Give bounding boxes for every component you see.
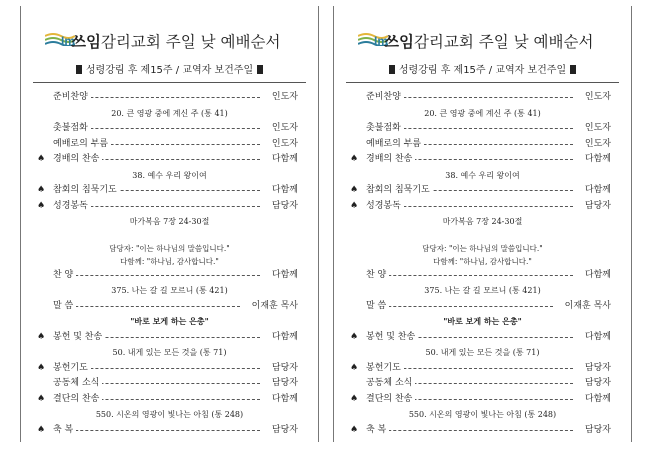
bulletin-page-left bbox=[20, 6, 319, 442]
order-item bbox=[21, 183, 318, 199]
order-item-leader: 다함께 bbox=[269, 392, 298, 408]
hymn-or-scripture-line bbox=[334, 314, 631, 330]
order-item-name: 성경봉독 bbox=[366, 199, 404, 215]
divider bbox=[33, 82, 306, 83]
order-item-name: 공동체 소식 bbox=[53, 376, 102, 392]
responsive-reading-line bbox=[334, 242, 631, 255]
order-item-leader: 다함께 bbox=[582, 183, 611, 199]
order-item-name: 결단의 찬송 bbox=[53, 392, 102, 408]
bulletin-subtitle bbox=[21, 61, 318, 76]
hymn-or-scripture-line bbox=[334, 407, 631, 423]
hymn-or-scripture-line bbox=[21, 314, 318, 330]
dotted-leader bbox=[55, 430, 260, 431]
order-item-leader: 다함께 bbox=[582, 268, 611, 284]
subtitle-text: 성령강림 후 제15주 / 교역자 보건주일 bbox=[85, 65, 254, 76]
bulletin-header bbox=[334, 28, 631, 58]
worship-order-list bbox=[334, 90, 631, 438]
order-item bbox=[21, 199, 318, 215]
center-text: 38. 예수 우리 왕이여 bbox=[445, 170, 520, 180]
order-item bbox=[334, 152, 631, 168]
order-item-name: 경배의 찬송 bbox=[366, 152, 415, 168]
order-item-leader: 인도자 bbox=[269, 90, 298, 106]
order-item-leader: 다함께 bbox=[269, 268, 298, 284]
order-item-leader: 인도자 bbox=[269, 121, 298, 137]
order-item bbox=[21, 330, 318, 346]
order-item bbox=[334, 361, 631, 377]
spade-icon: ♠ bbox=[37, 200, 46, 211]
hymn-or-scripture-line bbox=[21, 407, 318, 423]
order-item bbox=[334, 137, 631, 153]
responsive-reading-line bbox=[21, 242, 318, 255]
spade-icon: ♠ bbox=[350, 154, 359, 164]
order-item bbox=[334, 121, 631, 137]
order-item bbox=[21, 152, 318, 168]
logo-prefix: Im bbox=[61, 34, 76, 48]
hymn-or-scripture-line bbox=[21, 168, 318, 184]
church-brand: 쓰임 bbox=[71, 33, 101, 51]
order-item-name: 말 씀 bbox=[366, 299, 389, 315]
order-item-name: 성경봉독 bbox=[53, 199, 91, 215]
order-item bbox=[334, 423, 631, 439]
order-item bbox=[21, 268, 318, 284]
hymn-or-scripture-line bbox=[334, 283, 631, 299]
order-item-name: 결단의 찬송 bbox=[366, 392, 415, 408]
order-item-name: 봉헌기도 bbox=[366, 361, 404, 377]
order-item bbox=[21, 361, 318, 377]
spade-icon: ♠ bbox=[37, 154, 46, 164]
order-item-leader: 담당자 bbox=[269, 376, 298, 392]
center-text: 담당자: "이는 하나님의 말씀입니다." bbox=[422, 243, 543, 253]
order-item-leader: 인도자 bbox=[582, 137, 611, 153]
bulletin-page-right bbox=[333, 6, 632, 442]
order-item bbox=[334, 330, 631, 346]
center-text: 50. 내게 있는 모든 것을 (통 71) bbox=[112, 348, 227, 357]
order-item bbox=[21, 299, 318, 315]
title-text: 감리교회 주일 낮 예배순서 bbox=[413, 33, 594, 51]
order-item-leader: 다함께 bbox=[269, 183, 298, 199]
square-bullet-icon bbox=[76, 65, 82, 74]
center-text: 담당자: "이는 하나님의 말씀입니다." bbox=[109, 243, 230, 253]
order-item-name: 봉헌 및 찬송 bbox=[53, 330, 105, 346]
dotted-leader bbox=[368, 306, 553, 307]
center-text: 다함께: "하나님, 감사합니다." bbox=[433, 256, 532, 266]
hymn-or-scripture-line bbox=[334, 106, 631, 122]
logo-prefix: Im bbox=[374, 34, 389, 48]
spade-icon: ♠ bbox=[350, 200, 359, 211]
square-bullet-icon bbox=[570, 65, 576, 74]
order-item-leader: 다함께 bbox=[582, 330, 611, 346]
spade-icon: ♠ bbox=[37, 362, 46, 373]
hymn-or-scripture-line bbox=[21, 214, 318, 230]
order-item-name: 예배로의 부름 bbox=[366, 137, 424, 153]
order-item bbox=[334, 268, 631, 284]
hymn-or-scripture-line bbox=[21, 345, 318, 361]
order-item bbox=[21, 137, 318, 153]
spade-icon: ♠ bbox=[350, 185, 359, 195]
spade-icon: ♠ bbox=[350, 331, 359, 342]
order-item bbox=[21, 121, 318, 137]
order-item bbox=[21, 392, 318, 408]
hymn-or-scripture-line bbox=[334, 168, 631, 184]
order-item bbox=[334, 376, 631, 392]
bulletin-title bbox=[384, 30, 593, 52]
dotted-leader bbox=[368, 430, 573, 431]
center-text: 38. 예수 우리 왕이여 bbox=[132, 170, 207, 180]
order-item-name: 참회의 침묵기도 bbox=[53, 183, 120, 199]
center-text: "바로 보게 하는 은총" bbox=[443, 316, 522, 326]
order-item-leader: 담당자 bbox=[269, 361, 298, 377]
order-item-name: 찬 양 bbox=[366, 268, 389, 284]
center-text: 마가복음 7장 24-30절 bbox=[129, 217, 210, 226]
order-item-leader: 담당자 bbox=[269, 199, 298, 215]
responsive-reading-line bbox=[334, 255, 631, 268]
dotted-leader bbox=[55, 306, 240, 307]
order-item bbox=[334, 392, 631, 408]
order-item-leader: 이재훈 목사 bbox=[562, 299, 611, 315]
spade-icon: ♠ bbox=[37, 331, 46, 342]
bulletin-title bbox=[71, 30, 280, 52]
subtitle-text: 성령강림 후 제15주 / 교역자 보건주일 bbox=[398, 65, 567, 76]
divider bbox=[346, 82, 619, 83]
center-text: 마가복음 7장 24-30절 bbox=[442, 217, 523, 226]
order-item-name: 공동체 소식 bbox=[366, 376, 415, 392]
order-item-name: 준비찬양 bbox=[366, 90, 404, 106]
center-text: 375. 나는 갈 길 모르니 (통 421) bbox=[111, 286, 228, 295]
center-text: 550. 시온의 영광이 빛나는 아침 (통 248) bbox=[95, 410, 244, 419]
center-text: 550. 시온의 영광이 빛나는 아침 (통 248) bbox=[408, 410, 557, 419]
dotted-leader bbox=[55, 275, 260, 276]
spade-icon: ♠ bbox=[350, 362, 359, 373]
center-text: 50. 내게 있는 모든 것을 (통 71) bbox=[425, 348, 540, 357]
spade-icon: ♠ bbox=[350, 393, 359, 404]
order-item-leader: 다함께 bbox=[269, 330, 298, 346]
order-item-name: 참회의 침묵기도 bbox=[366, 183, 433, 199]
order-item-name: 예배로의 부름 bbox=[53, 137, 111, 153]
dotted-leader bbox=[368, 275, 573, 276]
square-bullet-icon bbox=[257, 65, 263, 74]
spacer bbox=[21, 230, 318, 242]
title-text: 감리교회 주일 낮 예배순서 bbox=[100, 33, 281, 51]
order-item bbox=[334, 90, 631, 106]
hymn-or-scripture-line bbox=[334, 345, 631, 361]
order-item-name: 찬 양 bbox=[53, 268, 76, 284]
order-item bbox=[21, 90, 318, 106]
order-item-leader: 담당자 bbox=[582, 423, 611, 439]
order-item-name: 축 복 bbox=[53, 423, 76, 439]
hymn-or-scripture-line bbox=[21, 283, 318, 299]
order-item-leader: 인도자 bbox=[582, 121, 611, 137]
order-item-name: 촛불점화 bbox=[53, 121, 91, 137]
center-text: 20. 큰 영광 중에 계신 주 (통 41) bbox=[424, 108, 541, 118]
order-item-name: 경배의 찬송 bbox=[53, 152, 102, 168]
order-item-leader: 인도자 bbox=[582, 90, 611, 106]
order-item-leader: 인도자 bbox=[269, 137, 298, 153]
spade-icon: ♠ bbox=[350, 424, 359, 435]
church-brand: 쓰임 bbox=[384, 33, 414, 51]
order-item-leader: 다함께 bbox=[582, 152, 611, 168]
order-item bbox=[21, 423, 318, 439]
order-item-leader: 담당자 bbox=[582, 376, 611, 392]
order-item bbox=[334, 299, 631, 315]
center-text: 다함께: "하나님, 감사합니다." bbox=[120, 256, 219, 266]
order-item-leader: 담당자 bbox=[582, 361, 611, 377]
center-text: 375. 나는 갈 길 모르니 (통 421) bbox=[424, 286, 541, 295]
responsive-reading-line bbox=[21, 255, 318, 268]
order-item-name: 봉헌기도 bbox=[53, 361, 91, 377]
bulletin-header bbox=[21, 28, 318, 58]
hymn-or-scripture-line bbox=[21, 106, 318, 122]
order-item-name: 말 씀 bbox=[53, 299, 76, 315]
order-item-leader: 다함께 bbox=[582, 392, 611, 408]
order-item-leader: 이재훈 목사 bbox=[249, 299, 298, 315]
order-item-leader: 담당자 bbox=[269, 423, 298, 439]
center-text: 20. 큰 영광 중에 계신 주 (통 41) bbox=[111, 108, 228, 118]
order-item-leader: 다함께 bbox=[269, 152, 298, 168]
spacer bbox=[334, 230, 631, 242]
center-text: "바로 보게 하는 은총" bbox=[130, 316, 209, 326]
order-item-name: 축 복 bbox=[366, 423, 389, 439]
worship-order-list bbox=[21, 90, 318, 438]
spade-icon: ♠ bbox=[37, 424, 46, 435]
square-bullet-icon bbox=[389, 65, 395, 74]
bulletin-subtitle bbox=[334, 61, 631, 76]
spade-icon: ♠ bbox=[37, 185, 46, 195]
order-item-leader: 담당자 bbox=[582, 199, 611, 215]
order-item-name: 준비찬양 bbox=[53, 90, 91, 106]
order-item-name: 봉헌 및 찬송 bbox=[366, 330, 418, 346]
order-item bbox=[334, 183, 631, 199]
hymn-or-scripture-line bbox=[334, 214, 631, 230]
order-item bbox=[334, 199, 631, 215]
spade-icon: ♠ bbox=[37, 393, 46, 404]
order-item bbox=[21, 376, 318, 392]
order-item-name: 촛불점화 bbox=[366, 121, 404, 137]
